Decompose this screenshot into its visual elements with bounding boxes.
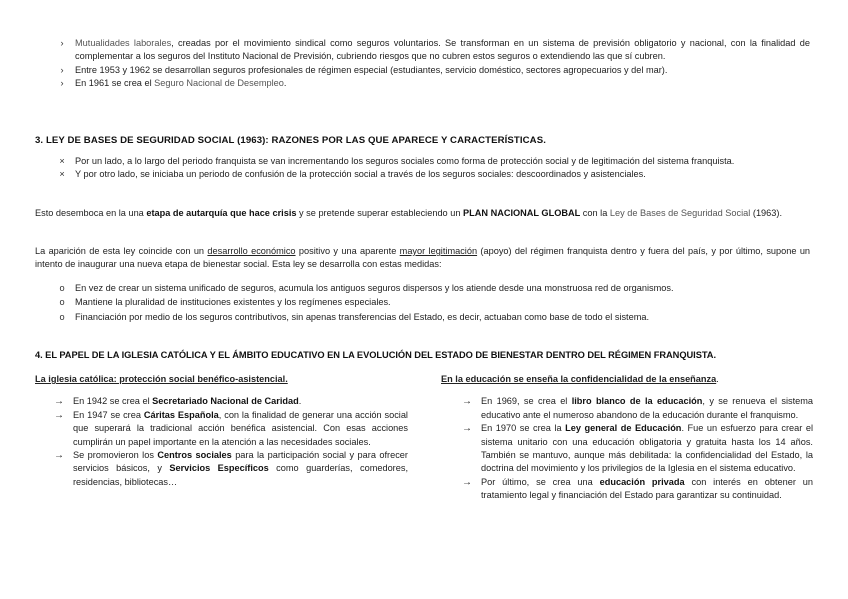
list-item bbox=[54, 449, 408, 489]
list-item-text: En vez de crear un sistema unificado de seguros, acumula los antiguos seguros dispersos y los atiende desde una monstruosa red de organismos. bbox=[75, 283, 674, 293]
arrow-icon: → bbox=[462, 396, 472, 408]
arrow-icon: → bbox=[54, 450, 64, 462]
section-3-reasons bbox=[59, 155, 810, 182]
list-item-text: Mantiene la pluralidad de instituciones existentes y los regímenes especiales. bbox=[75, 297, 391, 308]
right-column-heading-wrap bbox=[441, 373, 813, 386]
list-item bbox=[462, 422, 813, 476]
list-item-text: En 1961 se crea el bbox=[75, 78, 155, 89]
list-item bbox=[54, 395, 408, 408]
text-run: , y se renueva el sistema educativo ante el numeroso abandono de la educación durante el franquismo. bbox=[481, 396, 814, 420]
underlined-run: mayor legitimación bbox=[399, 246, 478, 256]
list-item bbox=[59, 155, 810, 168]
list-item bbox=[59, 296, 810, 309]
bullet-marker: › bbox=[60, 38, 64, 48]
list-item-lead: Mutualidades laborales bbox=[75, 38, 172, 48]
list-item bbox=[60, 77, 810, 90]
bullet-marker: × bbox=[59, 169, 65, 180]
list-item-text: Financiación por medio de los seguros contributivos, sin apenas transferencias del Estado, es decir, actuaban como base de todo el sistema. bbox=[75, 311, 650, 322]
bold-run: Secretariado Nacional de Caridad bbox=[152, 396, 299, 407]
arrow-icon: → bbox=[54, 409, 64, 421]
list-item bbox=[59, 311, 810, 324]
education-list bbox=[462, 395, 814, 502]
text-run: con interés en obtener un tratamiento legal y financiación del Estado para garantizar su continuidad. bbox=[481, 476, 813, 501]
list-item-text: . bbox=[283, 78, 287, 89]
underlined-run: desarrollo económico bbox=[207, 246, 296, 256]
bullet-marker: × bbox=[59, 156, 65, 166]
heading-period: . bbox=[716, 374, 719, 384]
bold-run: Centros sociales bbox=[157, 450, 232, 461]
bold-run: etapa de autarquía que hace crisis bbox=[146, 208, 297, 218]
text-run: y se pretende superar estableciendo un bbox=[296, 208, 463, 218]
list-item bbox=[60, 37, 810, 64]
bullet-marker: › bbox=[60, 78, 64, 89]
section-3-measures bbox=[59, 282, 810, 324]
text-run: Esto desemboca en la una bbox=[35, 208, 147, 218]
section-3-title: 3. LEY DE BASES DE SEGURIDAD SOCIAL (1963): RAZONES POR LAS QUE APARECE Y CARACTERÍSTICAS. bbox=[35, 135, 546, 146]
right-column-heading: En la educación se enseña la confidencialidad de la enseñanza bbox=[441, 374, 717, 384]
list-item bbox=[462, 476, 813, 503]
bullet-marker: o bbox=[59, 297, 65, 308]
light-run: Ley de Bases de Seguridad Social bbox=[609, 208, 751, 218]
bullet-marker: › bbox=[60, 64, 64, 75]
text-run: . Fue un esfuerzo para crear el sistema unitario con una educación obligatoria y gratuita hasta los 14 años. También se mantuvo, aunque más debilitada: la confidencialidad del Estado, la doctrina del movimiento y los privilegios de la Iglesia en el sistema educativo. bbox=[481, 423, 813, 474]
bold-run: Servicios Específicos bbox=[169, 463, 269, 474]
bold-run: Cáritas Española bbox=[143, 409, 219, 420]
text-run: En 1969, se crea el bbox=[481, 396, 572, 407]
bold-run: libro blanco de la educación bbox=[571, 396, 703, 407]
list-item-text: Y por otro lado, se iniciaba un periodo de confusión de la protección social a través de los seguros sociales: descoordinados y asistenciales. bbox=[75, 169, 646, 180]
text-run: Por último, se crea una bbox=[481, 476, 600, 487]
section-4-title: 4. EL PAPEL DE LA IGLESIA CATÓLICA Y EL ÁMBITO EDUCATIVO EN LA EVOLUCIÓN DEL ESTADO DE BIENESTAR DENTRO DEL RÉGIMEN FRANQUISTA. bbox=[35, 350, 716, 360]
list-item-text: Entre 1953 y 1962 se desarrollan seguros profesionales de régimen especial (estudiantes, servicio doméstico, sectores agropecuarios y del mar). bbox=[75, 64, 668, 75]
bold-run: Ley general de Educación bbox=[565, 423, 682, 434]
text-run: En 1942 se crea el bbox=[73, 396, 153, 407]
list-item-text: Por un lado, a lo largo del periodo franquista se van incrementando los seguros sociales como forma de protección social y de legitimación del sistema franquista. bbox=[75, 156, 735, 166]
right-column bbox=[441, 373, 813, 503]
list-item bbox=[59, 168, 810, 181]
bullet-marker: o bbox=[59, 311, 65, 322]
text-run: (1963). bbox=[750, 208, 782, 218]
arrow-icon: → bbox=[462, 476, 472, 488]
arrow-icon: → bbox=[54, 396, 64, 408]
list-item-text: , creadas por el movimiento sindical como seguros voluntarios. Se transforman en un sistema de previsión obligatorio y nacional, con la finalidad de complementar a los seguros del Instituto Nacional de Previsión, cubriendo riesgos que no cubren estos seguros o extendiendo las que sí cubren. bbox=[75, 38, 810, 62]
list-item bbox=[54, 409, 408, 449]
section-3-paragraph-1 bbox=[35, 207, 810, 220]
text-run: . bbox=[298, 396, 302, 407]
text-run: para la participación social y para ofrecer servicios básicos, y bbox=[73, 450, 408, 474]
text-run: , con la finalidad de generar una acción social que superará la tradicional acción benéfica asistencial. Con esas acciones cumplirán un papel importante en la atención a las necesidades sociales. bbox=[73, 409, 408, 447]
left-column bbox=[35, 373, 408, 489]
church-list bbox=[54, 395, 408, 489]
text-run: como guarderías, comedores, residencias, bibliotecas… bbox=[73, 463, 408, 487]
list-item bbox=[59, 282, 810, 295]
intro-list bbox=[60, 37, 810, 91]
text-run: (apoyo) del régimen franquista dentro y fuera del país, y por último, supone un intento de inaugurar una nueva etapa de bienestar social. Esta ley se desarrolla con estas medidas: bbox=[35, 246, 811, 270]
text-run: con la bbox=[580, 208, 610, 218]
section-3-paragraph-2 bbox=[35, 245, 810, 272]
list-item bbox=[60, 64, 810, 77]
text-run: La aparición de esta ley coincide con un bbox=[35, 246, 208, 256]
text-run: En 1947 se crea bbox=[73, 409, 144, 420]
list-item-light: Seguro Nacional de Desempleo bbox=[154, 78, 284, 89]
bullet-marker: o bbox=[59, 283, 65, 293]
bold-run: PLAN NACIONAL GLOBAL bbox=[463, 208, 581, 218]
left-column-heading: La iglesia católica: protección social benéfico-asistencial. bbox=[35, 374, 288, 384]
list-item bbox=[462, 395, 814, 422]
text-run: En 1970 se crea la bbox=[481, 423, 566, 434]
arrow-icon: → bbox=[462, 423, 472, 435]
text-run: positivo y una aparente bbox=[295, 246, 400, 256]
bold-run: educación privada bbox=[599, 476, 685, 487]
text-run: Se promovieron los bbox=[73, 450, 158, 461]
